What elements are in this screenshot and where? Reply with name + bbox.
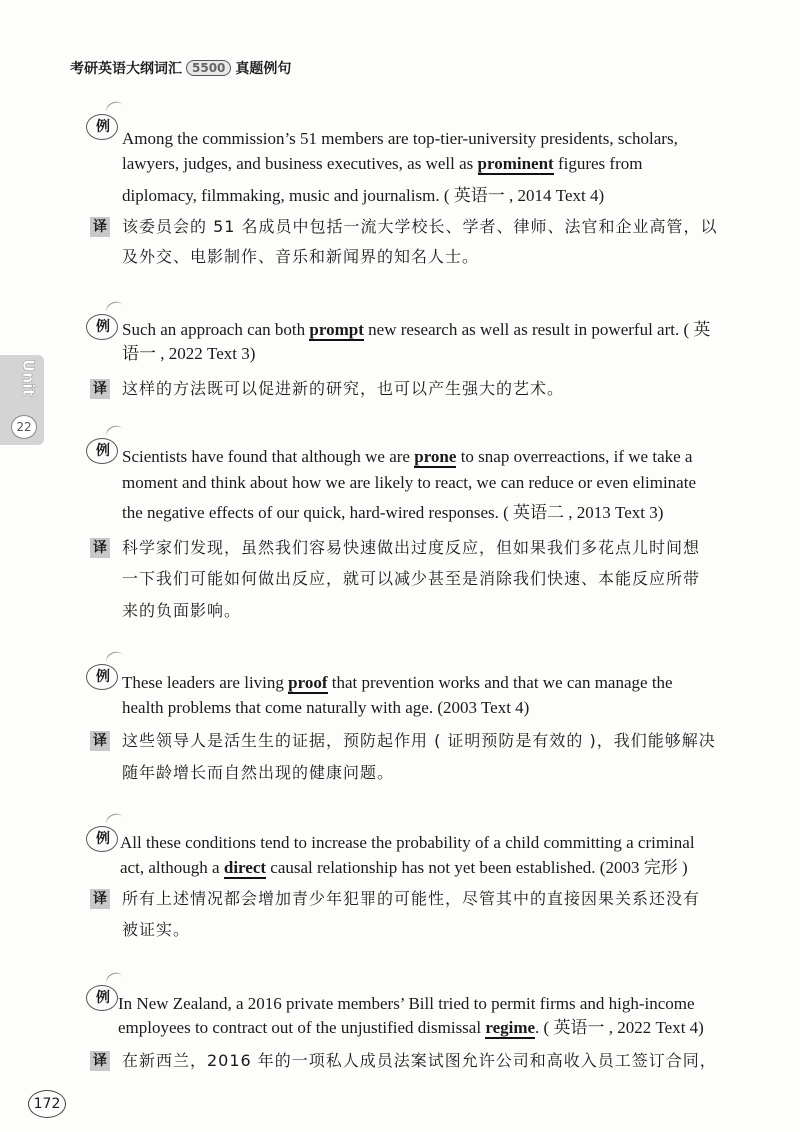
translation-line: 在新西兰，2016 年的一项私人成员法案试图允许公司和高收入员工签订合同，	[122, 1051, 717, 1070]
example-sentence-line: Among the commission’s 51 members are top-tier-university presidents, scholars,	[122, 129, 678, 148]
leaf-icon	[104, 649, 127, 670]
translation-line: 被证实。	[122, 920, 191, 939]
sentence-fragment: . ( 英语一 , 2022 Text 4)	[535, 1018, 704, 1037]
keyword: prominent	[477, 154, 554, 173]
translation-line: 随年龄增长而自然出现的健康问题。	[122, 763, 395, 782]
translation-icon: 译	[90, 889, 110, 909]
translation-line: 科学家们发现，虽然我们容易快速做出过度反应，但如果我们多花点儿时间想	[122, 538, 701, 557]
translation-line: 来的负面影响。	[122, 601, 242, 620]
keyword: regime	[485, 1018, 536, 1037]
example-icon: 例	[90, 440, 116, 462]
sentence-fragment: act, although a	[120, 858, 224, 877]
example-icon: 例	[90, 828, 116, 850]
example-sentence-line	[122, 446, 692, 468]
example-sentence-line: moment and think about how we are likely to react, we can reduce or even eliminate	[122, 473, 696, 492]
example-sentence-line: diplomacy, filmmaking, music and journalism. ( 英语一 , 2014 Text 4)	[122, 186, 605, 205]
sentence-fragment: causal relationship has not yet been established. (2003 完形 )	[266, 858, 688, 877]
leaf-icon	[104, 423, 127, 444]
example-sentence-line: health problems that come naturally with age. (2003 Text 4)	[122, 698, 530, 717]
example-sentence-line	[122, 672, 673, 694]
running-header	[70, 58, 291, 78]
example-icon: 例	[90, 666, 116, 688]
leaf-icon	[104, 299, 127, 320]
sentence-fragment: Such an approach can both	[122, 320, 310, 339]
translation-icon: 译	[90, 1051, 110, 1071]
sentence-fragment: new research as well as result in powerful art. ( 英	[363, 320, 711, 339]
translation-line: 这样的方法既可以促进新的研究，也可以产生强大的艺术。	[122, 379, 565, 398]
translation-icon: 译	[90, 538, 110, 558]
leaf-icon	[104, 99, 127, 120]
header-title: 考研英语大纲词汇	[70, 61, 182, 77]
keyword: prone	[414, 447, 457, 466]
sentence-fragment: These leaders are living	[122, 673, 289, 692]
unit-side-tab	[0, 355, 44, 445]
keyword: proof	[288, 673, 328, 692]
example-sentence-line: 语一 , 2022 Text 3)	[122, 344, 256, 363]
example-icon: 例	[90, 987, 116, 1009]
example-sentence-line	[122, 319, 710, 341]
translation-line: 一下我们可能如何做出反应，就可以减少甚至是消除我们快速、本能反应所带	[122, 569, 701, 588]
unit-number: 22	[11, 415, 37, 439]
example-sentence-line	[122, 153, 642, 175]
example-icon: 例	[90, 316, 116, 338]
translation-line: 及外交、电影制作、音乐和新闻界的知名人士。	[122, 247, 480, 266]
example-sentence-line	[120, 857, 688, 879]
header-subtitle: 真题例句	[235, 61, 292, 77]
example-sentence-line	[118, 1017, 704, 1039]
page-number: 172	[28, 1090, 66, 1118]
sentence-fragment: employees to contract out of the unjustified dismissal	[118, 1018, 486, 1037]
keyword: direct	[223, 858, 267, 877]
unit-label: Unit	[19, 359, 38, 397]
sentence-fragment: figures from	[553, 154, 643, 173]
sentence-fragment: lawyers, judges, and business executives, as well as	[122, 154, 478, 173]
translation-line: 该委员会的 51 名成员中包括一流大学校长、学者、律师、法官和企业高管，以	[122, 217, 718, 236]
header-badge: 5500	[186, 60, 231, 76]
translation-line: 这些领导人是活生生的证据，预防起作用 ( 证明预防是有效的 )，我们能够解决	[122, 731, 716, 750]
translation-icon: 译	[90, 379, 110, 399]
keyword: prompt	[309, 320, 364, 339]
sentence-fragment: to snap overreactions, if we take a	[456, 447, 693, 466]
translation-icon: 译	[90, 731, 110, 751]
sentence-fragment: Scientists have found that although we are	[122, 447, 415, 466]
example-sentence-line: In New Zealand, a 2016 private members’ Bill tried to permit firms and high-income	[118, 994, 695, 1013]
example-sentence-line: All these conditions tend to increase the probability of a child committing a criminal	[120, 833, 695, 852]
leaf-icon	[104, 811, 127, 832]
translation-icon: 译	[90, 217, 110, 237]
example-icon: 例	[90, 116, 116, 138]
sentence-fragment: that prevention works and that we can manage the	[327, 673, 673, 692]
translation-line: 所有上述情况都会增加青少年犯罪的可能性，尽管其中的直接因果关系还没有	[122, 889, 701, 908]
example-sentence-line: the negative effects of our quick, hard-wired responses. ( 英语二 , 2013 Text 3)	[122, 503, 664, 522]
leaf-icon	[104, 970, 127, 991]
